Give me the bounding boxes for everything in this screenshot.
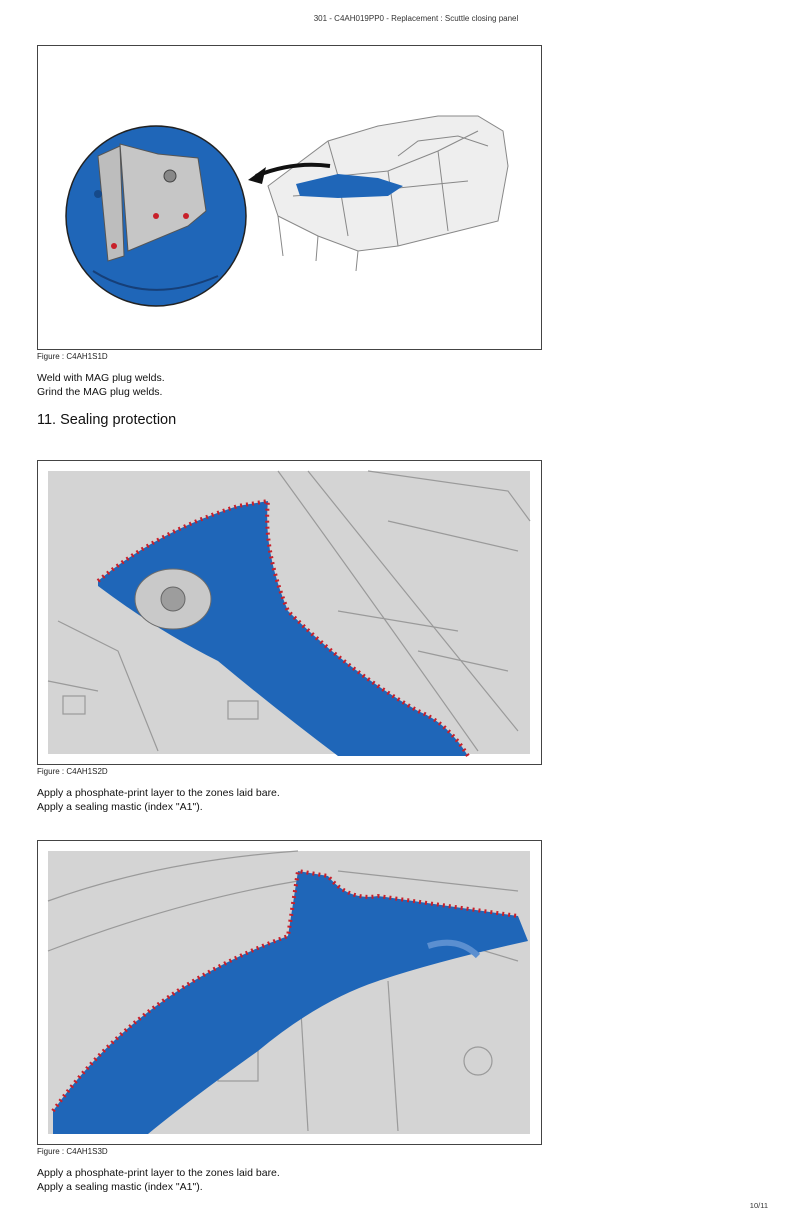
instruction-line: Grind the MAG plug welds.: [37, 386, 163, 398]
instruction-line: Apply a phosphate-print layer to the zones laid bare.: [37, 787, 280, 799]
page-number: 10/11: [749, 1201, 768, 1210]
figure-3-illustration: [38, 841, 541, 1144]
magnified-detail: [66, 126, 246, 306]
instruction-line: Weld with MAG plug welds.: [37, 372, 165, 384]
document-header: 301 - C4AH019PP0 - Replacement : Scuttle closing panel: [313, 14, 519, 23]
step-instructions: [37, 371, 165, 399]
section-heading: 11. Sealing protection: [37, 412, 177, 428]
figure-c4ah1s2d: [37, 460, 542, 765]
figure-c4ah1s1d: [37, 45, 542, 350]
figure-1-illustration: [38, 46, 541, 349]
figure-caption: Figure : C4AH1S1D: [37, 352, 108, 361]
figure-c4ah1s3d: [37, 840, 542, 1145]
weld-point: [111, 243, 117, 249]
figure-caption: Figure : C4AH1S3D: [37, 1147, 108, 1156]
figure-caption: Figure : C4AH1S2D: [37, 767, 108, 776]
instruction-line: Apply a sealing mastic (index "A1").: [37, 1181, 203, 1193]
figure-2-illustration: [38, 461, 541, 764]
step-instructions: [37, 786, 280, 814]
instruction-line: Apply a sealing mastic (index "A1").: [37, 801, 203, 813]
step-instructions: [37, 1166, 280, 1194]
weld-point: [153, 213, 159, 219]
instruction-line: Apply a phosphate-print layer to the zones laid bare.: [37, 1167, 280, 1179]
weld-point: [183, 213, 189, 219]
